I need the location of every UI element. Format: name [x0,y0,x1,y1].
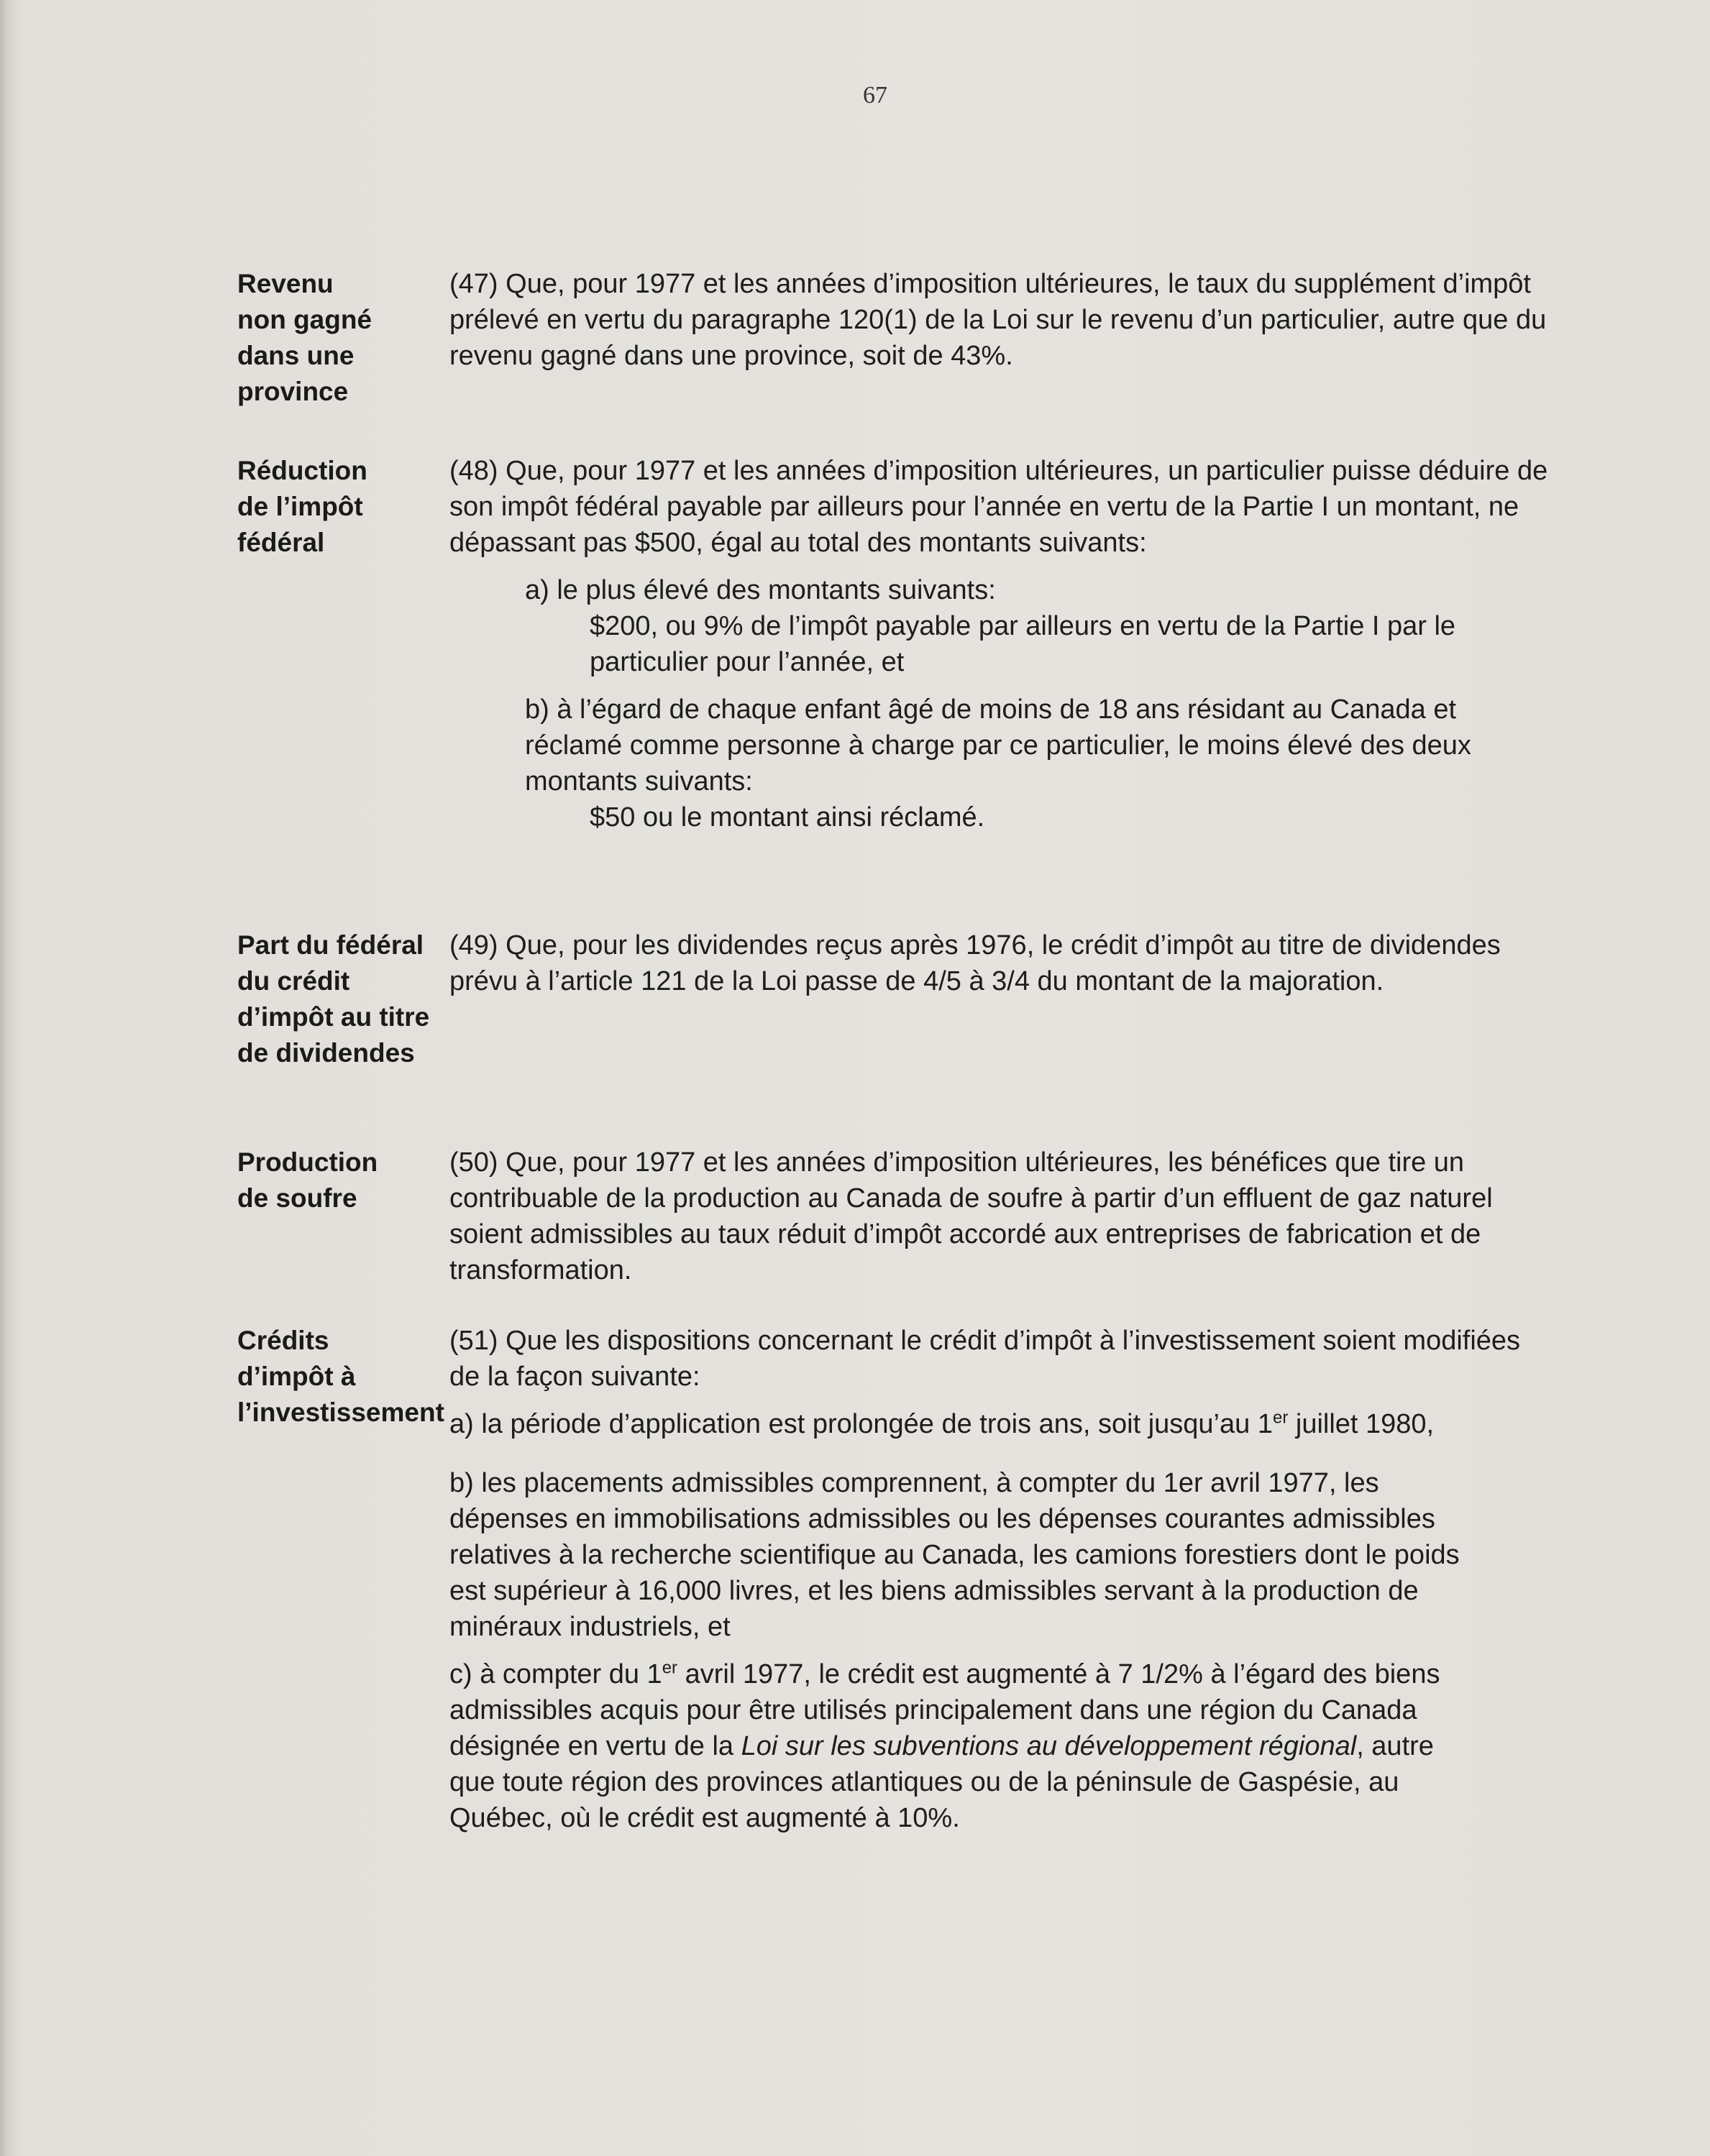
law-title: Loi sur les subventions au développement régional [741,1731,1357,1761]
paragraph-48-item-a-detail: $200, ou 9% de l’impôt payable par ailleurs en vertu de la Partie I par le particulier pour l’année, et [590,611,1456,677]
paragraph-51-intro: (51) Que les dispositions concernant le crédit d’impôt à l’investissement soient modifiées de la façon suivante: [449,1326,1521,1392]
margin-title-credits-impot: Crédits d’impôt à l’investissement [237,1326,444,1427]
paragraph-48-intro: (48) Que, pour 1977 et les années d’imposition ultérieures, un particulier puisse déduire de son impôt fédéral payable par ailleurs pour l’année en vertu de la Partie I un montant, ne dépassant pas $500, égal au total des montants suivants: [449,456,1548,558]
paragraph-51-item-c: c) à compter du 1er avril 1977, le crédit est augmenté à 7 1/2% à l’égard des biens admissibles acquis pour être utilisés principalement dans une région du Canada désignée en vertu de la Loi sur les subventions au développement régional, autre que toute région des provinces atlantiques ou de la péninsule de Gaspésie, au Québec, où le crédit est augmenté à 10%. [449,1658,1440,1833]
margin-title-reduction: Réduction de l’impôt fédéral [237,456,367,557]
paragraph-47 [449,266,1557,374]
margin-title-part-du-federal: Part du fédéral du crédit d’impôt au titre de dividendes [237,930,430,1068]
paragraph-50 [449,1144,1557,1288]
margin-title-production-soufre: Production de soufre [237,1147,378,1213]
paragraph-48-item-b: b) à l’égard de chaque enfant âgé de moins de 18 ans résidant au Canada et réclamé comme personne à charge par ce particulier, le moins élevé des deux montants suivants: [525,694,1471,797]
margin-title-revenu: Revenu non gagné dans une province [237,269,372,406]
paragraph-51-item-b: b) les placements admissibles comprennent, à compter du 1er avril 1977, les dépenses en immobilisations admissibles ou les dépenses courantes admissibles relatives à la recherche scientifique au Canada, les camions forestiers dont le poids est supérieur à 16,000 livres, et les biens admissibles servant à la production de minéraux industriels, et [449,1468,1460,1642]
paragraph-51-item-a: a) la période d’application est prolongée de trois ans, soit jusqu’au 1er juillet 1980, [449,1408,1435,1439]
paragraph-51 [449,1323,1528,1836]
paragraph-48 [449,453,1557,835]
paragraph-48-item-b-detail: $50 ou le montant ainsi réclamé. [590,802,985,832]
paragraph-49-text: (49) Que, pour les dividendes reçus après 1976, le crédit d’impôt au titre de dividendes prévu à l’article 121 de la Loi passe de 4/5 à 3/4 du montant de la majoration. [449,930,1501,996]
paragraph-49 [449,927,1557,999]
paragraph-50-text: (50) Que, pour 1977 et les années d’imposition ultérieures, les bénéfices que tire un contribuable de la production au Canada de soufre à partir d’un effluent de gaz naturel soient admissibles au taux réduit d’impôt accordé aux entreprises de fabrication et de transformation. [449,1147,1493,1285]
paragraph-47-text: (47) Que, pour 1977 et les années d’imposition ultérieures, le taux du supplément d’impôt prélevé en vertu du paragraphe 120(1) de la Loi sur le revenu d’un particulier, autre que du revenu gagné dans une province, soit de 43%. [449,269,1547,371]
paragraph-48-item-a: a) le plus élevé des montants suivants: [525,575,996,605]
page-number: 67 [863,82,887,109]
